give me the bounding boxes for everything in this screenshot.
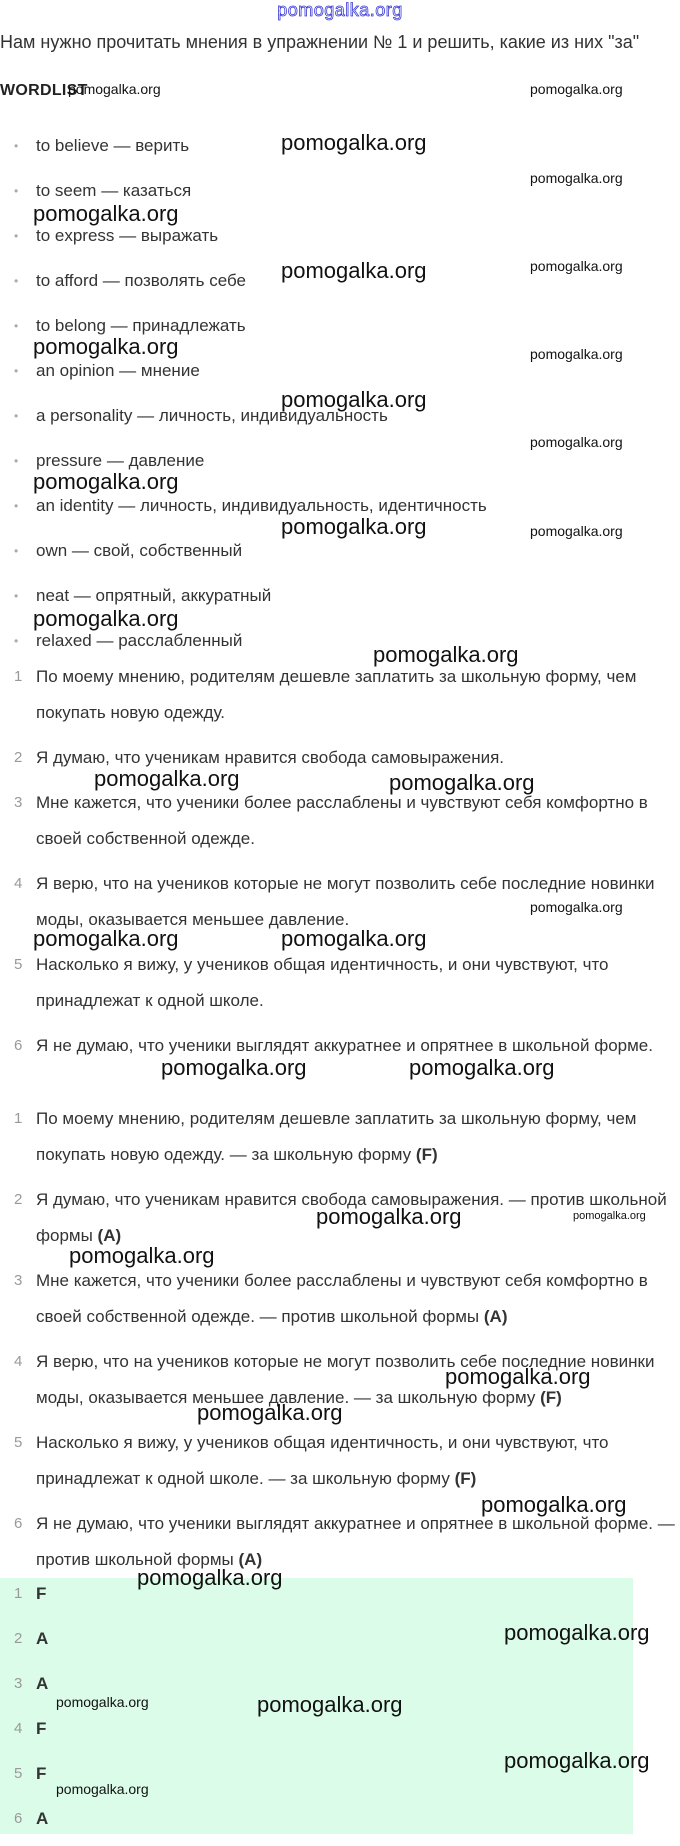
watermark: pomogalka.org	[530, 523, 623, 539]
item-number: 5	[14, 956, 23, 973]
classified-text: Я думаю, что ученикам нравится свобода самовыражения. — против школьной формы	[36, 1190, 667, 1245]
bullet-icon: •	[14, 364, 19, 378]
watermark: pomogalka.org	[33, 469, 179, 494]
item-number: 5	[14, 1765, 23, 1782]
classified-mark: (A)	[238, 1550, 263, 1569]
item-number: 6	[14, 1515, 23, 1532]
bullet-icon: •	[14, 319, 19, 333]
classified-text: По моему мнению, родителям дешевле заплатить за школьную форму, чем покупать новую одежду. — за школьную форму	[36, 1109, 637, 1164]
bullet-icon: •	[14, 409, 19, 423]
watermark: pomogalka.org	[389, 770, 535, 795]
opinion-text: Я не думаю, что ученики выглядят аккуратнее и опрятнее в школьной форме.	[36, 1036, 653, 1055]
word-text: to afford — позволять себе	[36, 271, 246, 290]
classified-mark: (F)	[454, 1469, 477, 1488]
classified-item	[0, 1425, 680, 1497]
watermark: pomogalka.org	[530, 170, 623, 186]
word-text: relaxed — расслабленный	[36, 631, 243, 650]
item-number: 2	[14, 1630, 23, 1647]
wordlist-title: WORDLIST	[0, 82, 88, 99]
item-number: 1	[14, 1110, 23, 1127]
answer-value: A	[36, 1809, 49, 1828]
opinion-item	[0, 1028, 680, 1064]
bullet-icon: •	[14, 229, 19, 243]
classified-mark: (A)	[97, 1226, 122, 1245]
classified-text: Я верю, что на учеников которые не могут позволить себе последние новинки моды, оказывается меньшее давление. — за школьную форму	[36, 1352, 655, 1407]
answer-value: F	[36, 1764, 47, 1783]
classified-mark: (A)	[483, 1307, 508, 1326]
watermark: pomogalka.org	[530, 434, 623, 450]
watermark: pomogalka.org	[504, 1620, 650, 1645]
item-number: 4	[14, 1720, 23, 1737]
opinion-item	[0, 659, 680, 731]
watermark: pomogalka.org	[33, 926, 179, 951]
word-text: to express — выражать	[36, 226, 219, 245]
item-number: 4	[14, 1353, 23, 1370]
word-text: an identity — личность, индивидуальность, идентичность	[36, 496, 487, 515]
watermark: pomogalka.org	[281, 130, 427, 155]
watermark: pomogalka.org	[373, 642, 519, 667]
item-number: 6	[14, 1810, 23, 1827]
bullet-icon: •	[14, 634, 19, 648]
watermark: pomogalka.org	[409, 1055, 555, 1080]
classified-mark: (F)	[540, 1388, 562, 1407]
watermark: pomogalka.org	[481, 1492, 627, 1517]
watermark: pomogalka.org	[530, 346, 623, 362]
watermark: pomogalka.org	[33, 334, 179, 359]
word-text: pressure — давление	[36, 451, 205, 470]
item-number: 3	[14, 794, 23, 811]
watermark: pomogalka.org	[56, 1694, 149, 1710]
bullet-icon: •	[14, 274, 19, 288]
watermark: pomogalka.org	[530, 899, 623, 915]
word-text: neat — опрятный, аккуратный	[36, 586, 272, 605]
bullet-icon: •	[14, 139, 19, 153]
classified-text: Я не думаю, что ученики выглядят аккуратнее и опрятнее в школьной форме. — против школьной формы	[36, 1514, 675, 1569]
answer-value: F	[36, 1719, 47, 1738]
watermark: pomogalka.org	[33, 201, 179, 226]
watermark: pomogalka.org	[281, 514, 427, 539]
item-number: 2	[14, 749, 23, 766]
watermark: pomogalka.org	[137, 1565, 283, 1590]
item-number: 2	[14, 1191, 23, 1208]
word-text: an opinion — мнение	[36, 361, 200, 380]
watermark: pomogalka.org	[56, 1781, 149, 1797]
item-number: 1	[14, 668, 23, 685]
word-text: to seem — казаться	[36, 181, 192, 200]
watermark: pomogalka.org	[281, 926, 427, 951]
opinion-text: Насколько я вижу, у учеников общая идентичность, и они чувствуют, что принадлежат к одной школе.	[36, 955, 609, 1010]
opinion-item	[0, 947, 680, 1019]
classified-text: Насколько я вижу, у учеников общая идентичность, и они чувствуют, что принадлежат к одной школе. — за школьную форму	[36, 1433, 609, 1488]
watermark: pomogalka.org	[69, 1243, 215, 1268]
classified-mark: (F)	[415, 1145, 438, 1164]
item-number: 1	[14, 1585, 23, 1602]
bullet-icon: •	[14, 589, 19, 603]
site-logo[interactable]: pomogalka.org	[277, 0, 403, 20]
item-number: 6	[14, 1037, 23, 1054]
answer-item	[0, 1576, 680, 1612]
watermark: pomogalka.org	[94, 766, 240, 791]
classified-item	[0, 1101, 680, 1173]
word-text: a personality — личность, индивидуальность	[36, 406, 388, 425]
watermark: pomogalka.org	[316, 1204, 462, 1229]
watermark: pomogalka.org	[504, 1748, 650, 1773]
watermark: pomogalka.org	[68, 81, 161, 97]
bullet-icon: •	[14, 184, 19, 198]
watermark: pomogalka.org	[257, 1692, 403, 1717]
classified-text: Мне кажется, что ученики более расслаблены и чувствуют себя комфортно в своей собственной одежде. — против школьной формы	[36, 1271, 648, 1326]
watermark: pomogalka.org	[281, 258, 427, 283]
watermark: pomogalka.org	[573, 1210, 646, 1222]
watermark: pomogalka.org	[530, 258, 623, 274]
watermark: pomogalka.org	[33, 606, 179, 631]
watermark: pomogalka.org	[197, 1400, 343, 1425]
answer-item	[0, 1801, 680, 1837]
item-number: 3	[14, 1272, 23, 1289]
intro-text: Нам нужно прочитать мнения в упражнении № 1 и решить, какие из них "за"	[0, 32, 640, 52]
watermark: pomogalka.org	[161, 1055, 307, 1080]
item-number: 4	[14, 875, 23, 892]
opinions-list	[0, 659, 680, 1073]
bullet-icon: •	[14, 499, 19, 513]
watermark: pomogalka.org	[445, 1364, 591, 1389]
word-text: own — свой, собственный	[36, 541, 243, 560]
item-number: 3	[14, 1675, 23, 1692]
answer-value: A	[36, 1674, 49, 1693]
watermark: pomogalka.org	[530, 81, 623, 97]
opinion-text: По моему мнению, родителям дешевле заплатить за школьную форму, чем покупать новую одежду.	[36, 667, 637, 722]
word-text: to belong — принадлежать	[36, 316, 246, 335]
opinion-text: Мне кажется, что ученики более расслаблены и чувствуют себя комфортно в своей собственной одежде.	[36, 793, 648, 848]
opinion-item	[0, 785, 680, 857]
opinion-text: Я верю, что на учеников которые не могут позволить себе последние новинки моды, оказывается меньшее давление.	[36, 874, 655, 929]
answer-value: A	[36, 1629, 49, 1648]
item-number: 5	[14, 1434, 23, 1451]
bullet-icon: •	[14, 544, 19, 558]
opinion-text: Я думаю, что ученикам нравится свобода самовыражения.	[36, 748, 505, 767]
word-text: to believe — верить	[36, 136, 190, 155]
classified-item	[0, 1263, 680, 1335]
bullet-icon: •	[14, 454, 19, 468]
answer-value: F	[36, 1584, 47, 1603]
watermark: pomogalka.org	[281, 387, 427, 412]
